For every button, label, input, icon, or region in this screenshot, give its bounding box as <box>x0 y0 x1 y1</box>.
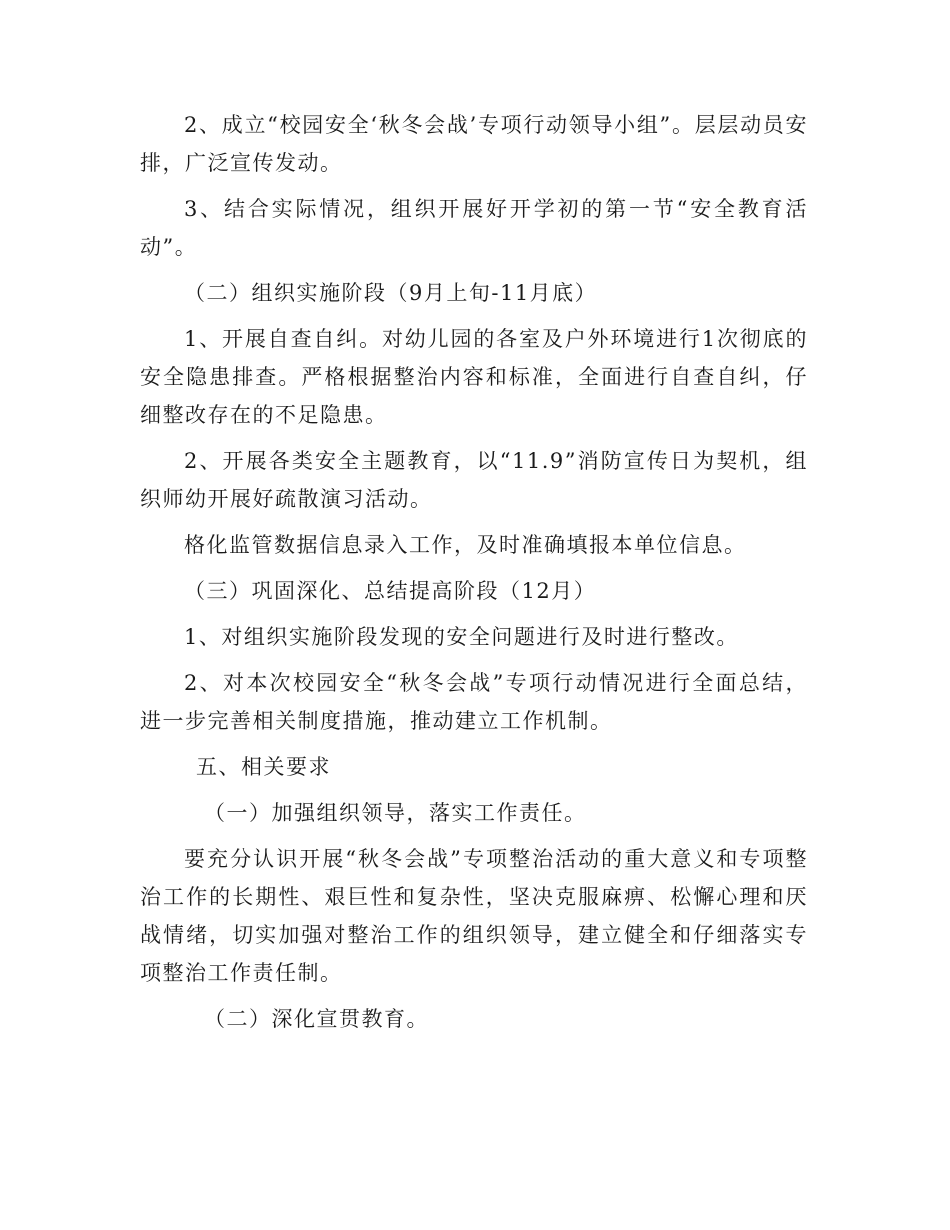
paragraph-self-inspection: 1、开展自查自纠。对幼儿园的各室及户外环境进行1次彻底的安全隐患排查。严格根据整治内容和标准，全面进行自查自纠，仔细整改存在的不足隐患。 <box>140 327 808 427</box>
paragraph-leading-group: 2、成立“校园安全‘秋冬会战’专项行动领导小组”。层层动员安排，广泛宣传发动。 <box>140 113 808 175</box>
heading-deepen-education: （二）深化宣贯教育。 <box>204 1007 429 1031</box>
heading-implementation-stage: （二）组织实施阶段（9月上旬-11月底） <box>184 281 598 305</box>
paragraph-significance: 要充分认识开展“秋冬会战”专项整治活动的重大意义和专项整治工作的长期性、艰巨性和复杂性，坚决克服麻痹、松懈心理和厌战情绪，切实加强对整治工作的组织领导，建立健全和仔细落实专项整治工作责任制。 <box>140 847 808 985</box>
paragraph-theme-education: 2、开展各类安全主题教育，以“11.9”消防宣传日为契机，组织师幼开展好疏散演习活动。 <box>140 449 808 511</box>
heading-organization-leadership: （一）加强组织领导，落实工作责任。 <box>204 801 587 825</box>
paragraph-rectification: 1、对组织实施阶段发现的安全问题进行及时进行整改。 <box>184 625 739 649</box>
paragraph-summary: 2、对本次校园安全“秋冬会战”专项行动情况进行全面总结，进一步完善相关制度措施，推动建立工作机制。 <box>140 671 808 733</box>
document-body <box>140 106 808 1038</box>
paragraph-safety-education: 3、结合实际情况，组织开展好开学初的第一节“安全教育活动”。 <box>140 197 808 259</box>
heading-consolidation-stage: （三）巩固深化、总结提高阶段（12月） <box>184 579 597 603</box>
heading-requirements: 五、相关要求 <box>196 755 331 779</box>
paragraph-data-entry: 格化监管数据信息录入工作，及时准确填报本单位信息。 <box>184 533 747 557</box>
